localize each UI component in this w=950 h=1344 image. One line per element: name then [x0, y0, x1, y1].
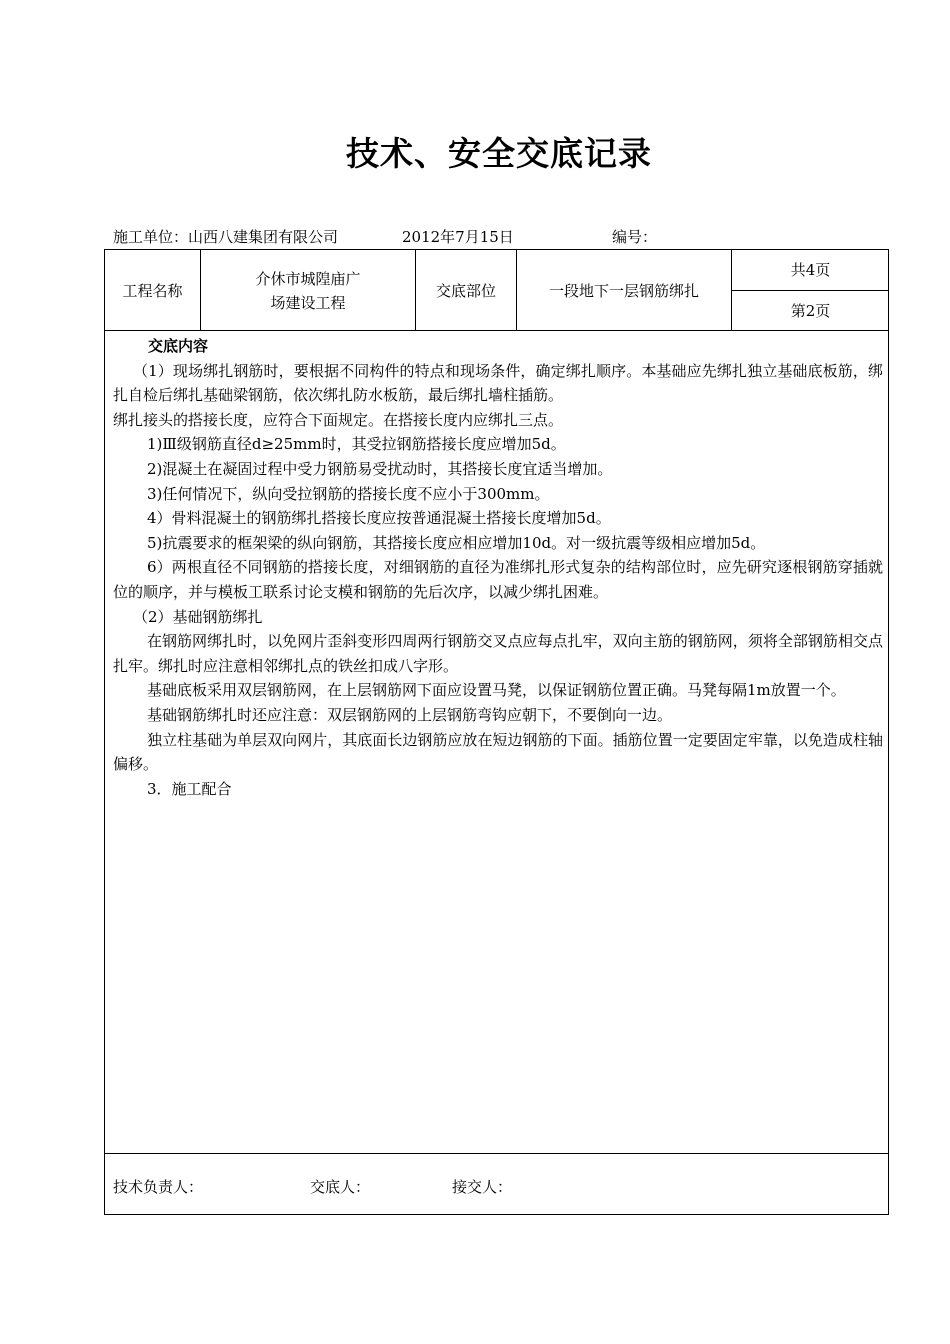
record-number-label: 编号：: [612, 228, 658, 246]
content-paragraph: 在钢筋网绑扎时，以免网片歪斜变形四周两行钢筋交叉点应每点扎牢，双向主筋的钢筋网，须将全部钢筋相交点扎牢。绑扎时应注意相邻绑扎点的铁丝扣成八字形。: [113, 632, 883, 675]
tech-lead-label: 技术负责人：: [113, 1178, 204, 1196]
content-paragraph: 5)抗震要求的框架梁的纵向钢筋，其搭接长度应相应增加10d。对一级抗震等级相应增加5d。: [147, 533, 766, 552]
content-paragraph: 基础钢筋绑扎时还应注意：双层钢筋网的上层钢筋弯钩应朝下，不要倒向一边。: [147, 705, 673, 724]
discloser-label: 交底人：: [310, 1178, 371, 1196]
content-paragraph: （1）现场绑扎钢筋时，要根据不同构件的特点和现场条件，确定绑扎顺序。本基础应先绑扎独立基础底板筋，绑扎自检后绑扎基础梁钢筋，依次绑扎防水板筋，最后绑扎墙柱插筋。: [113, 361, 883, 405]
record-date: 2012年7月15日: [402, 228, 514, 246]
content-paragraph: 基础底板采用双层钢筋网，在上层钢筋网下面应设置马凳，以保证钢筋位置正确。马凳每隔1m放置一个。: [147, 681, 846, 700]
receiver-label: 接交人：: [452, 1178, 513, 1196]
project-name-value: [201, 250, 415, 331]
project-name-line1: 介休市城隍庙广: [255, 269, 361, 288]
content-subheading: （2）基础钢筋绑扎: [133, 607, 263, 626]
project-name-line2: 场建设工程: [270, 293, 346, 312]
content-heading: 交底内容: [148, 337, 209, 355]
record-table: [104, 249, 889, 1215]
content-paragraph: 3)任何情况下，纵向受拉钢筋的搭接长度不应小于300mm。: [147, 484, 550, 503]
page-number: 第2页: [790, 302, 831, 320]
disclosure-content: [113, 334, 883, 801]
project-name-label: 工程名称: [122, 281, 183, 300]
content-paragraph: 1)Ⅲ级钢筋直径d≥25mm时，其受拉钢筋搭接长度应增加5d。: [147, 435, 566, 454]
content-paragraph: 独立柱基础为单层双向网片，其底面长边钢筋应放在短边钢筋的下面。插筋位置一定要固定牢靠，以免造成柱轴偏移。: [113, 730, 883, 774]
construction-unit: 施工单位：山西八建集团有限公司: [113, 228, 339, 246]
disclosure-part-label: 交底部位: [435, 281, 496, 300]
content-subheading: 3．施工配合: [147, 779, 232, 798]
total-pages: 共4页: [790, 261, 831, 279]
content-paragraph: 4）骨料混凝土的钢筋绑扎搭接长度应按普通混凝土搭接长度增加5d。: [147, 509, 611, 528]
content-paragraph: 2)混凝土在凝固过程中受力钢筋易受扰动时，其搭接长度宜适当增加。: [147, 459, 613, 478]
disclosure-part-value: 一段地下一层钢筋绑扎: [548, 281, 699, 300]
content-paragraph: 6）两根直径不同钢筋的搭接长度，对细钢筋的直径为准绑扎形式复杂的结构部位时，应先研究逐根钢筋穿插就位的顺序，并与模板工联系讨论支模和钢筋的先后次序，以减少绑扎困难。: [113, 558, 883, 601]
page-title: 技术、安全交底记录: [346, 134, 652, 173]
content-paragraph: 绑扎接头的搭接长度，应符合下面规定。在搭接长度内应绑扎三点。: [113, 410, 564, 429]
